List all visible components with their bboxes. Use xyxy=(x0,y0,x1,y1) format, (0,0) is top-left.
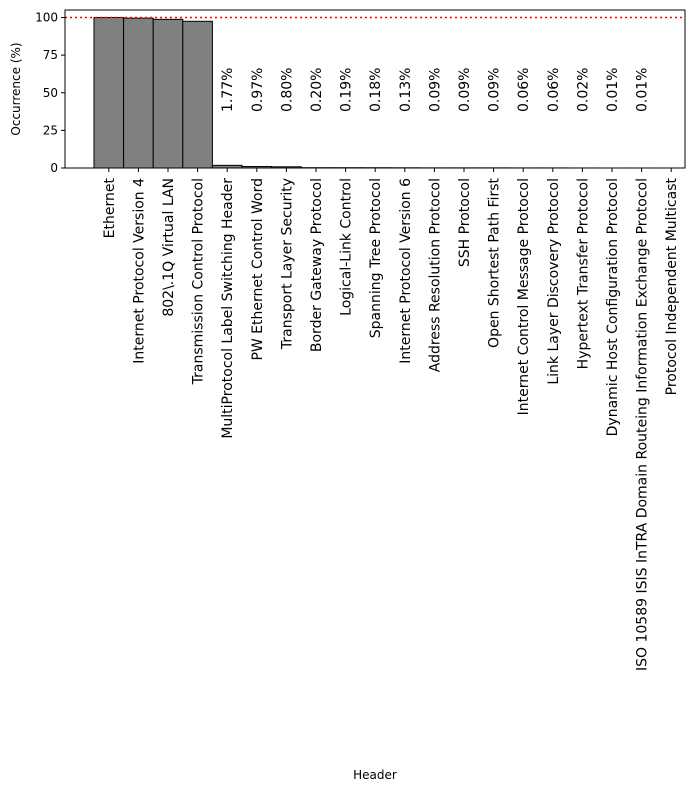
data-label-13: 0.09% xyxy=(486,67,503,112)
bar-1 xyxy=(124,18,154,168)
x-tick-label-19: Protocol Independent Multicast xyxy=(664,178,681,396)
data-label-18: 0.01% xyxy=(634,67,651,112)
x-tick-label-13: Open Shortest Path First xyxy=(486,177,503,348)
x-axis-label: Header xyxy=(353,768,397,782)
bar-0 xyxy=(94,18,124,168)
x-tick-label-8: Logical-Link Control xyxy=(338,178,355,316)
data-label-16: 0.02% xyxy=(575,67,592,112)
data-label-17: 0.01% xyxy=(605,67,621,112)
x-tick-label-6: Transport Layer Security xyxy=(279,178,296,350)
x-tick-label-14: Internet Control Message Protocol xyxy=(516,178,533,416)
data-label-4: 1.77% xyxy=(220,67,237,112)
x-tick-label-0: Ethernet xyxy=(101,178,118,239)
data-label-9: 0.18% xyxy=(368,67,385,112)
data-label-5: 0.97% xyxy=(249,67,266,112)
data-label-14: 0.06% xyxy=(516,67,533,112)
x-tick-label-1: Internet Protocol Version 4 xyxy=(131,178,148,364)
x-tick-label-15: Link Layer Discovery Protocol xyxy=(545,178,562,385)
data-label-12: 0.09% xyxy=(457,67,473,112)
y-tick-label-2: 50 xyxy=(42,85,58,100)
y-tick-label-4: 100 xyxy=(35,10,58,25)
y-tick-label-1: 25 xyxy=(42,123,58,138)
bar-2 xyxy=(153,19,183,168)
x-tick-label-17: Dynamic Host Configuration Protocol xyxy=(605,178,621,437)
data-label-15: 0.06% xyxy=(545,67,562,112)
y-tick-label-3: 75 xyxy=(42,48,58,63)
x-tick-label-11: Address Resolution Protocol xyxy=(427,178,444,373)
x-tick-label-4: MultiProtocol Label Switching Header xyxy=(220,178,237,439)
data-label-6: 0.80% xyxy=(279,67,296,112)
x-tick-label-16: Hypertext Transfer Protocol xyxy=(575,178,592,370)
x-tick-label-18: ISO 10589 ISIS InTRA Domain Routeing Information Exchange Protocol xyxy=(634,178,651,671)
x-tick-label-2: 802\.1Q Virtual LAN xyxy=(161,178,177,317)
bar-3 xyxy=(183,21,213,168)
x-tick-label-7: Border Gateway Protocol xyxy=(309,178,325,353)
data-label-7: 0.20% xyxy=(309,67,325,112)
x-tick-label-5: PW Ethernet Control Word xyxy=(249,178,266,361)
y-axis-label: Occurrence (%) xyxy=(9,42,23,136)
data-label-11: 0.09% xyxy=(427,67,444,112)
y-tick-label-0: 0 xyxy=(50,161,58,175)
x-tick-label-10: Internet Protocol Version 6 xyxy=(397,178,414,364)
data-labels-group xyxy=(220,68,650,112)
x-tick-label-12: SSH Protocol xyxy=(457,178,473,268)
x-tick-label-3: Transmission Control Protocol xyxy=(190,178,207,385)
data-label-10: 0.13% xyxy=(397,67,414,112)
x-tick-label-9: Spanning Tree Protocol xyxy=(368,178,385,339)
data-label-8: 0.19% xyxy=(338,67,355,112)
